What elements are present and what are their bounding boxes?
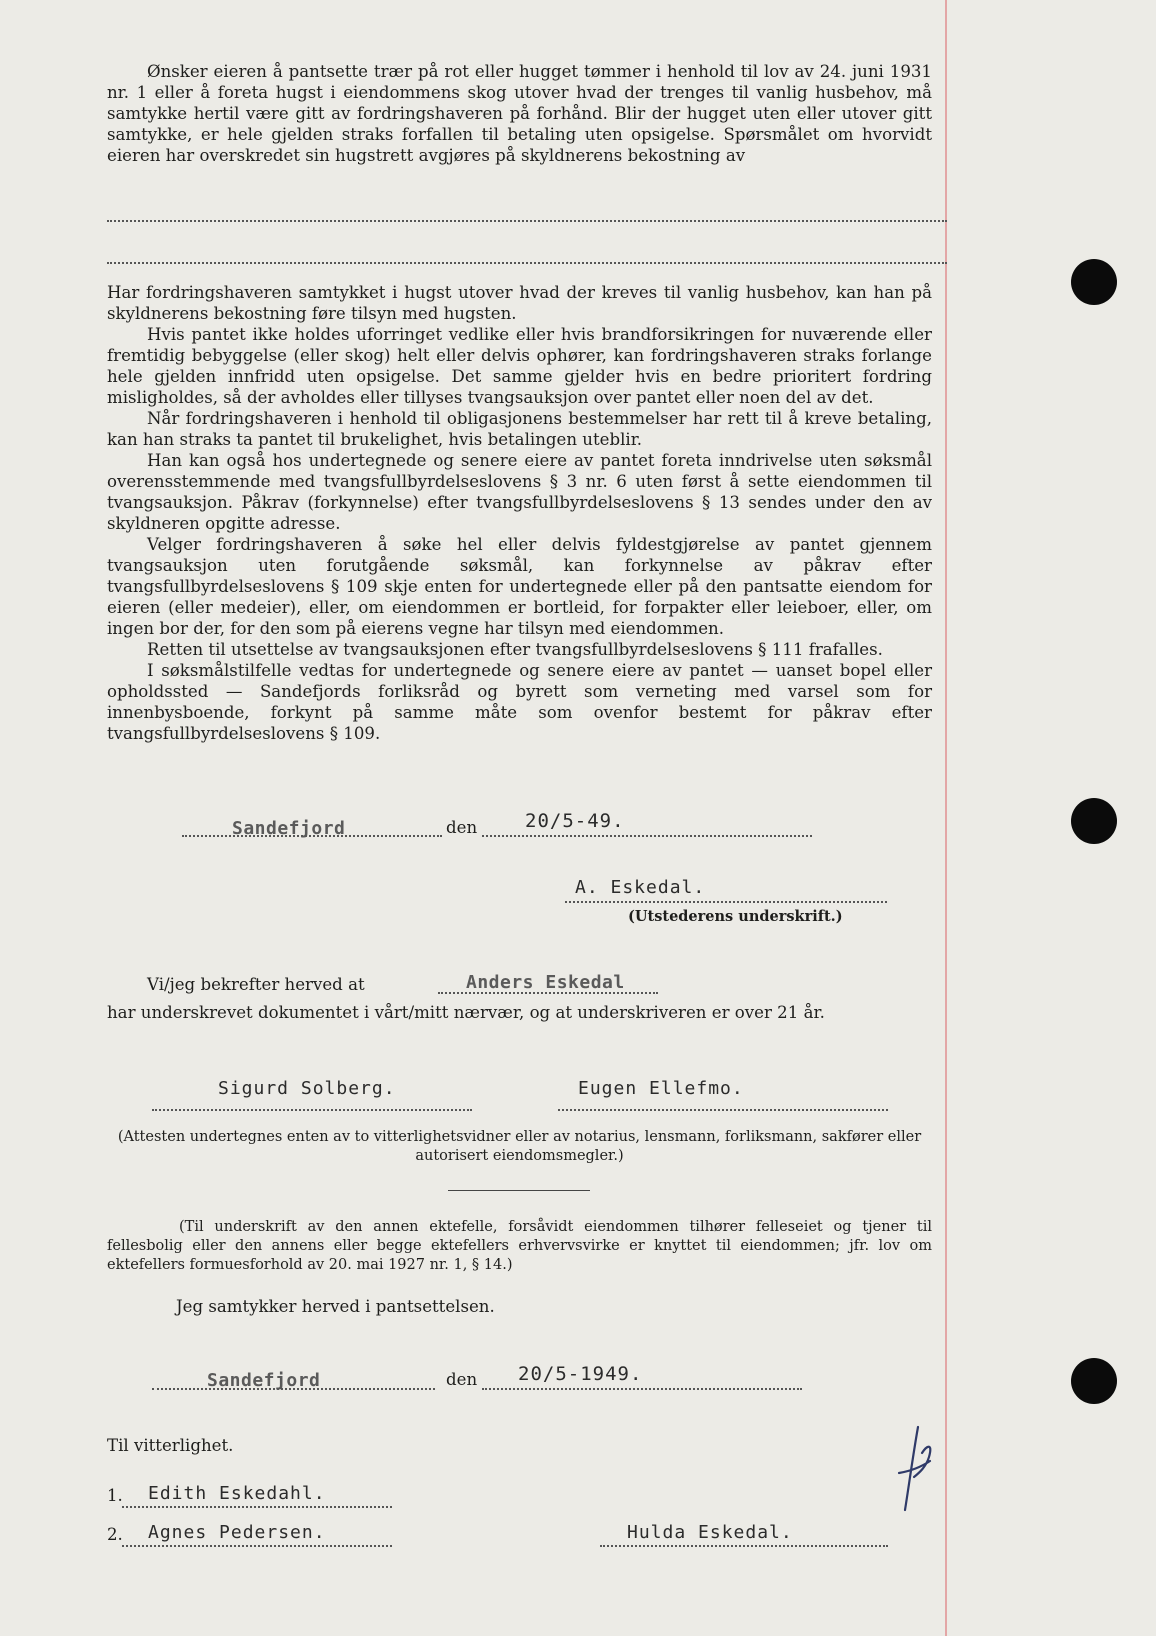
den-label-2: den	[446, 1370, 478, 1389]
issuer-signature: A. Eskedal.	[575, 877, 706, 898]
place-line-2	[152, 1388, 435, 1390]
clause-text: Hvis pantet ikke holdes uforringet vedlike eller hvis brandforsikringen for nuværende eller fremtidig bebyggelse (eller skog) helt eller delvis ophører, kan fordringshaveren straks forlange hele gjelden innfridd uten opsigelse. Det samme gjelder hvis en bedre prioritert fordring misligholdes, så der avholdes eller tillyses tvangsauksjon over pantet eller noen del av det.	[107, 325, 932, 407]
date-typed: 20/5-49.	[525, 810, 625, 832]
punch-hole	[1071, 259, 1117, 305]
punch-hole	[1071, 1358, 1117, 1404]
den-label: den	[446, 818, 478, 837]
spouse-witness1-signature: Edith Eskedahl.	[148, 1483, 326, 1504]
place-typed-2: Sandefjord	[207, 1370, 321, 1391]
spouse-witness2-signature: Agnes Pedersen.	[148, 1522, 326, 1543]
clause-text: Når fordringshaveren i henhold til obligasjonens bestemmelser har rett til å kreve betaling, kan han straks ta pantet til brukelighet, hvis betalingen uteblir.	[107, 409, 932, 449]
spouse-signature: Hulda Eskedal.	[627, 1522, 793, 1543]
clause-timber	[107, 61, 932, 166]
clause-text: Ønsker eieren å pantsette trær på rot eller hugget tømmer i henhold til lov av 24. juni 1931 nr. 1 eller å foreta hugst i eiendommens skog utover hvad der trenges til vanlig husbehov, må samtykke hertil være gitt av fordringshaveren på forhånd. Blir der hugget uten eller utover gitt samtykke, er hele gjelden straks forfallen til betaling uten opsigelse. Spørsmålet om hvorvidt eieren har overskredet sin hugstrett avgjøres på skyldnerens bekostning av	[107, 62, 932, 165]
witness-statement: har underskrevet dokumentet i vårt/mitt nærvær, og at underskriveren er over 21 år.	[107, 1003, 825, 1022]
place-typed: Sandefjord	[232, 818, 346, 839]
clauses-block	[107, 282, 932, 744]
witness-lead: Vi/jeg bekrefter herved at	[147, 975, 365, 994]
signature-caption: (Utstederens underskrift.)	[628, 908, 843, 925]
margin-rule	[945, 0, 947, 1636]
signature-line	[565, 901, 887, 903]
consent-statement: Jeg samtykker herved i pantsettelsen.	[176, 1297, 495, 1316]
clause-text: I søksmålstilfelle vedtas for undertegnede og senere eiere av pantet — uanset bopel eller opholdssted — Sandefjords forliksråd og byrett som verneting med varsel som for innenbysboende, forkynt på samme måte som ovenfor bestemt for påkrav efter tvangsfullbyrdelseslovens § 109.	[107, 661, 932, 743]
spouse-witness1-line	[122, 1506, 392, 1508]
clause-text: Retten til utsettelse av tvangsauksjonen efter tvangsfullbyrdelseslovens § 111 frafalles.	[147, 640, 883, 659]
witness1-signature: Sigurd Solberg.	[218, 1078, 396, 1099]
date-line	[482, 835, 812, 837]
punch-hole	[1071, 798, 1117, 844]
place-line	[182, 835, 442, 837]
attestation-note: (Attesten undertegnes enten av to vitterlighetsvidner eller av notarius, lensmann, forliksmann, sakfører eller autorisert eiendomsmegler.)	[117, 1129, 922, 1164]
witness-number-2: 2.	[107, 1525, 123, 1544]
witness-number-1: 1.	[107, 1486, 123, 1505]
clause-text: Har fordringshaveren samtykket i hugst utover hvad der kreves til vanlig husbehov, kan han på skyldnerens bekostning føre tilsyn med hugsten.	[107, 283, 932, 323]
fill-in-line	[107, 262, 947, 264]
separator	[448, 1190, 590, 1191]
fill-in-line	[107, 220, 947, 222]
spouse-witness2-line	[122, 1545, 392, 1547]
date-typed-2: 20/5-1949.	[518, 1363, 643, 1385]
name-line	[438, 992, 658, 994]
witness2-signature: Eugen Ellefmo.	[578, 1078, 744, 1099]
clause-text: Velger fordringshaveren å søke hel eller delvis fyldestgjørelse av pantet gjennem tvangsauksjon uten forutgående søksmål, kan forkynnelse av påkrav efter tvangsfullbyrdelseslovens § 109 skje enten for undertegnede eller på den pantsatte eiendom for eieren (eller medeier), eller, om eiendommen er bortleid, for forpakter eller leieboer, eller, om ingen bor der, for den som på eierens vegne har tilsyn med eiendommen.	[107, 535, 932, 638]
witness1-line	[152, 1109, 472, 1111]
spouse-signature-line	[600, 1545, 888, 1547]
witness2-line	[558, 1109, 888, 1111]
til-vitterlighet-label: Til vitterlighet.	[107, 1436, 234, 1455]
confirmed-name: Anders Eskedal	[466, 972, 625, 993]
date-line-2	[482, 1388, 802, 1390]
handwritten-initials-mark	[885, 1415, 940, 1525]
clause-text: Han kan også hos undertegnede og senere eiere av pantet foreta inndrivelse uten søksmål overensstemmende med tvangsfullbyrdelseslovens § 3 nr. 6 uten først å sette eiendommen til tvangsauksjon. Påkrav (forkynnelse) efter tvangsfullbyrdelseslovens § 13 sendes under den av skyldneren opgitte adresse.	[107, 451, 932, 533]
spouse-note: (Til underskrift av den annen ektefelle, forsåvidt eiendommen tilhører felleseiet og tjener til fellesbolig eller den annens eller begge ektefellers erhvervsvirke er knyttet til eiendommen; jfr. lov om ektefellers formuesforhold av 20. mai 1927 nr. 1, § 14.)	[107, 1219, 932, 1273]
